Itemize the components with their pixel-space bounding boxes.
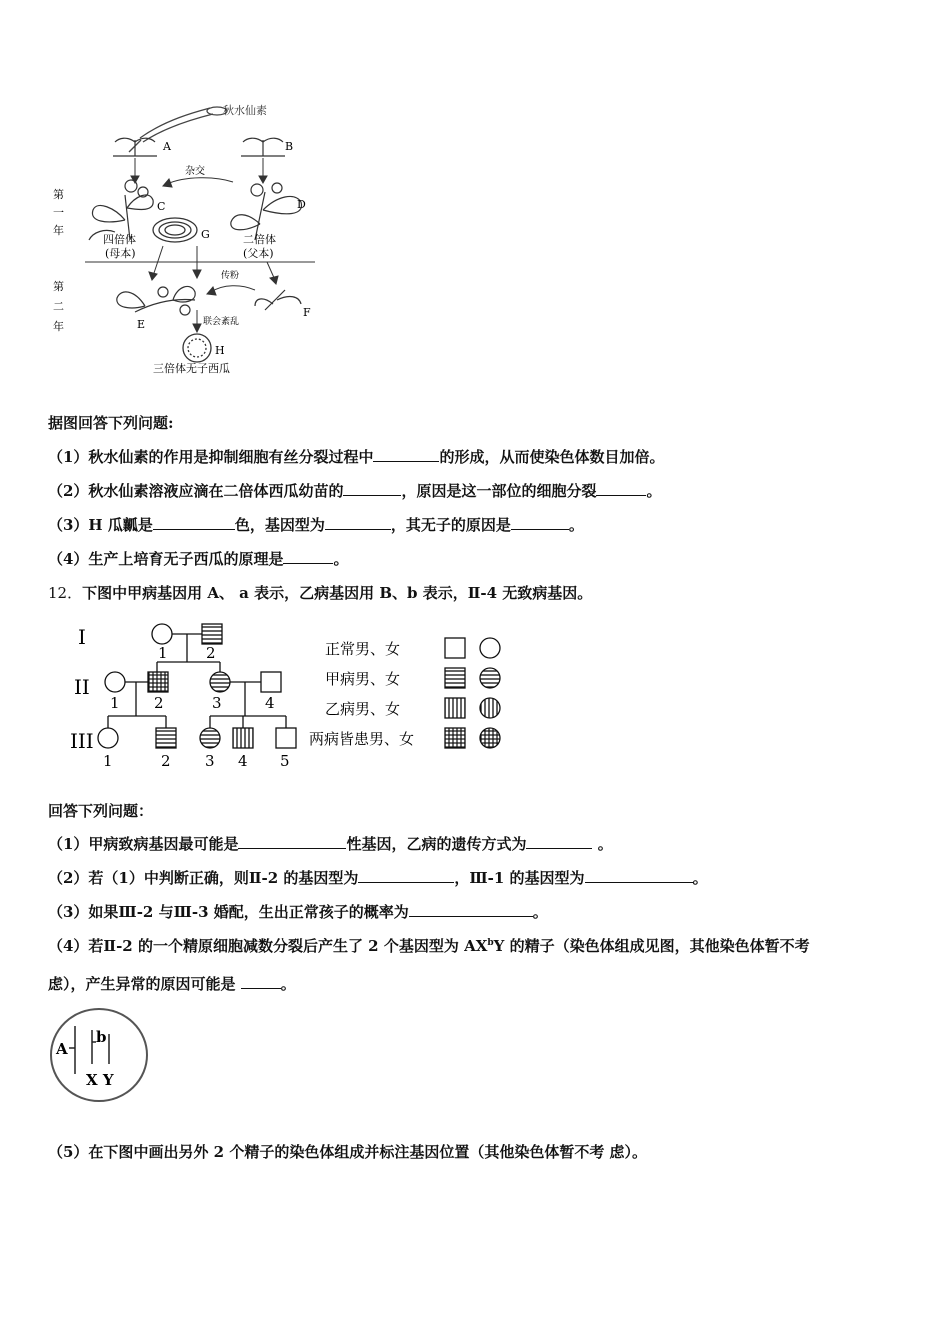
q11-p3-text: 色，基因型为	[234, 516, 325, 534]
generation-i: I	[78, 625, 86, 649]
answer-blank[interactable]	[283, 549, 333, 564]
q11-part2	[48, 480, 661, 501]
q12-p3-text: （3）如果Ⅲ-2 与Ⅲ-3 婚配，生出正常孩子的概率为	[48, 903, 409, 921]
q11-p3-text: ，其无子的原因是	[390, 516, 511, 534]
q12-p3-text: 。	[532, 903, 548, 921]
label-b: B	[285, 140, 294, 153]
answer-blank[interactable]	[343, 481, 401, 496]
answer-blank[interactable]	[358, 868, 454, 883]
plant-f-icon	[255, 290, 301, 310]
individual-I1	[152, 624, 172, 644]
q11-p4-text: 。	[333, 550, 349, 568]
year2-char: 第	[53, 280, 64, 293]
individual-II3	[210, 672, 230, 692]
q11-p2-text: ，原因是这一部位的细胞分裂	[401, 482, 597, 500]
triploid-label: 三倍体无子西瓜	[153, 362, 230, 375]
answer-blank[interactable]	[526, 834, 592, 849]
gene-label-b: b	[96, 1028, 107, 1046]
watermelon-g-icon	[153, 218, 197, 242]
q12-p4-text: 虑），产生异常的原因可能是	[48, 975, 241, 993]
q12-p2-text: ，Ⅲ-1 的基因型为	[454, 869, 585, 887]
seedling-b-icon	[241, 138, 285, 156]
seedless-watermelon-h-icon	[183, 334, 211, 362]
legend-normal-female-icon	[480, 638, 500, 658]
generation-ii: II	[74, 675, 90, 699]
label-III3: 3	[205, 752, 215, 770]
legend-b-female-icon	[480, 698, 500, 718]
answer-blank[interactable]	[238, 834, 346, 849]
q12-p2-text: 。	[692, 869, 708, 887]
q12-part3	[48, 901, 548, 922]
q11-part4	[48, 548, 348, 569]
label-a: A	[163, 140, 171, 153]
q12-p1-text: 。	[592, 835, 613, 853]
question-number: 12．	[48, 584, 83, 602]
legend-both-male-icon	[445, 728, 465, 748]
answer-blank[interactable]	[409, 902, 533, 917]
label-II3: 3	[212, 694, 222, 712]
q11-part1	[48, 446, 664, 467]
year2-char: 年	[53, 320, 64, 333]
year2-char: 二	[53, 300, 64, 313]
legend-normal-male-icon	[445, 638, 465, 658]
answer-blank[interactable]	[596, 481, 646, 496]
year1-char: 第	[53, 188, 64, 201]
generation-iii: III	[70, 729, 94, 753]
q11-p4-text: （4）生产上培育无子西瓜的原理是	[48, 550, 284, 568]
legend-a-male-icon	[445, 668, 465, 688]
label-e: E	[137, 318, 146, 331]
synapsis-label: 联会紊乱	[203, 317, 240, 327]
mother-label: (母本)	[105, 247, 136, 260]
label-III2: 2	[161, 752, 171, 770]
chromosome-labels-xy: X Y	[86, 1071, 114, 1089]
label-II2: 2	[154, 694, 164, 712]
q12-p4-text: Y 的精子（染色体组成见图，其他染色体暂不考	[493, 937, 810, 955]
legend-b-male-icon	[445, 698, 465, 718]
individual-III3	[200, 728, 220, 748]
q12-part5: （5）在下图中画出另外 2 个精子的染色体组成并标注基因位置（其他染色体暂不考 虑）。	[48, 1143, 648, 1161]
individual-I2	[202, 624, 222, 644]
q11-p1-text: （1）秋水仙素的作用是抑制细胞有丝分裂过程中	[48, 448, 374, 466]
q11-intro: 据图回答下列问题:	[48, 414, 174, 432]
q12-p4-text: （4）若Ⅱ-2 的一个精原细胞减数分裂后产生了 2 个基因型为 AX	[48, 937, 488, 955]
superscript-b: b	[487, 938, 494, 948]
cross-arrow-icon	[163, 178, 233, 187]
q12-stem-text: 下图中甲病基因用 A、 a 表示，乙病基因用 B、b 表示，Ⅱ-4 无致病基因。	[82, 584, 593, 602]
q12-p2-text: （2）若（1）中判断正确，则Ⅱ-2 的基因型为	[48, 869, 359, 887]
individual-III5	[276, 728, 296, 748]
q11-part3	[48, 514, 584, 535]
label-I2: 2	[206, 644, 216, 662]
pollinate-label: 传粉	[221, 271, 240, 281]
individual-III4	[233, 728, 253, 748]
q12-part4-cont	[48, 973, 296, 994]
q12-p1-text: （1）甲病致病基因最可能是	[48, 835, 239, 853]
answer-blank[interactable]	[153, 515, 235, 530]
q11-p2-text: （2）秋水仙素溶液应滴在二倍体西瓜幼苗的	[48, 482, 344, 500]
individual-II2	[148, 672, 168, 692]
individual-III2	[156, 728, 176, 748]
q12-part1	[48, 833, 613, 854]
q11-p3-text: （3）H 瓜瓤是	[48, 516, 153, 534]
cross-label: 杂交	[185, 166, 205, 177]
individual-II1	[105, 672, 125, 692]
seedling-a-icon	[113, 138, 157, 156]
legend-both-female-icon	[480, 728, 500, 748]
label-f: F	[303, 306, 311, 319]
q12-part4	[48, 935, 810, 956]
q12-part2	[48, 867, 708, 888]
plant-e-icon	[117, 286, 195, 315]
label-c: C	[157, 200, 166, 213]
label-d: D	[297, 198, 306, 211]
legend-both: 两病皆患男、女	[309, 730, 415, 748]
label-g: G	[201, 228, 210, 241]
q12-p4-text: 。	[280, 975, 296, 993]
q12-answer-intro: 回答下列问题：	[48, 802, 154, 820]
year1-char: 一	[53, 206, 64, 219]
legend-normal: 正常男、女	[325, 640, 401, 658]
label-h: H	[215, 344, 225, 357]
q11-p2-text: 。	[646, 482, 662, 500]
diploid-plant-icon	[231, 183, 302, 240]
sperm-cell-diagram	[48, 1006, 152, 1104]
legend-a-female-icon	[480, 668, 500, 688]
answer-blank[interactable]	[511, 515, 569, 530]
year1-char: 年	[53, 224, 64, 237]
dropper-icon	[129, 107, 227, 152]
father-label: (父本)	[243, 247, 274, 260]
legend-disease-b: 乙病男、女	[325, 700, 401, 718]
legend-disease-a: 甲病男、女	[325, 670, 401, 688]
answer-blank[interactable]	[325, 515, 391, 530]
q11-p3-text: 。	[568, 516, 584, 534]
label-II1: 1	[110, 694, 120, 712]
label-III1: 1	[103, 752, 113, 770]
tetraploid-label: 四倍体	[103, 233, 136, 246]
q11-p1-text: 的形成，从而使染色体数目加倍。	[439, 448, 665, 466]
individual-III1	[98, 728, 118, 748]
gene-label-a: A	[56, 1040, 68, 1058]
q12-stem	[48, 582, 592, 603]
pedigree-chart	[60, 618, 520, 778]
tetraploid-plant-icon	[89, 180, 153, 240]
answer-blank[interactable]	[585, 868, 693, 883]
q12-p1-text: 性基因，乙病的遗传方式为	[346, 835, 527, 853]
label-III5: 5	[280, 752, 290, 770]
watermelon-breeding-diagram	[45, 100, 335, 380]
label-II4: 4	[265, 694, 275, 712]
label-III4: 4	[238, 752, 248, 770]
label-I1: 1	[158, 644, 168, 662]
individual-II4	[261, 672, 281, 692]
answer-blank[interactable]	[373, 447, 439, 462]
colchicine-label: 秋水仙素	[223, 104, 267, 117]
diploid-label: 二倍体	[243, 233, 276, 246]
answer-blank[interactable]	[241, 974, 281, 989]
